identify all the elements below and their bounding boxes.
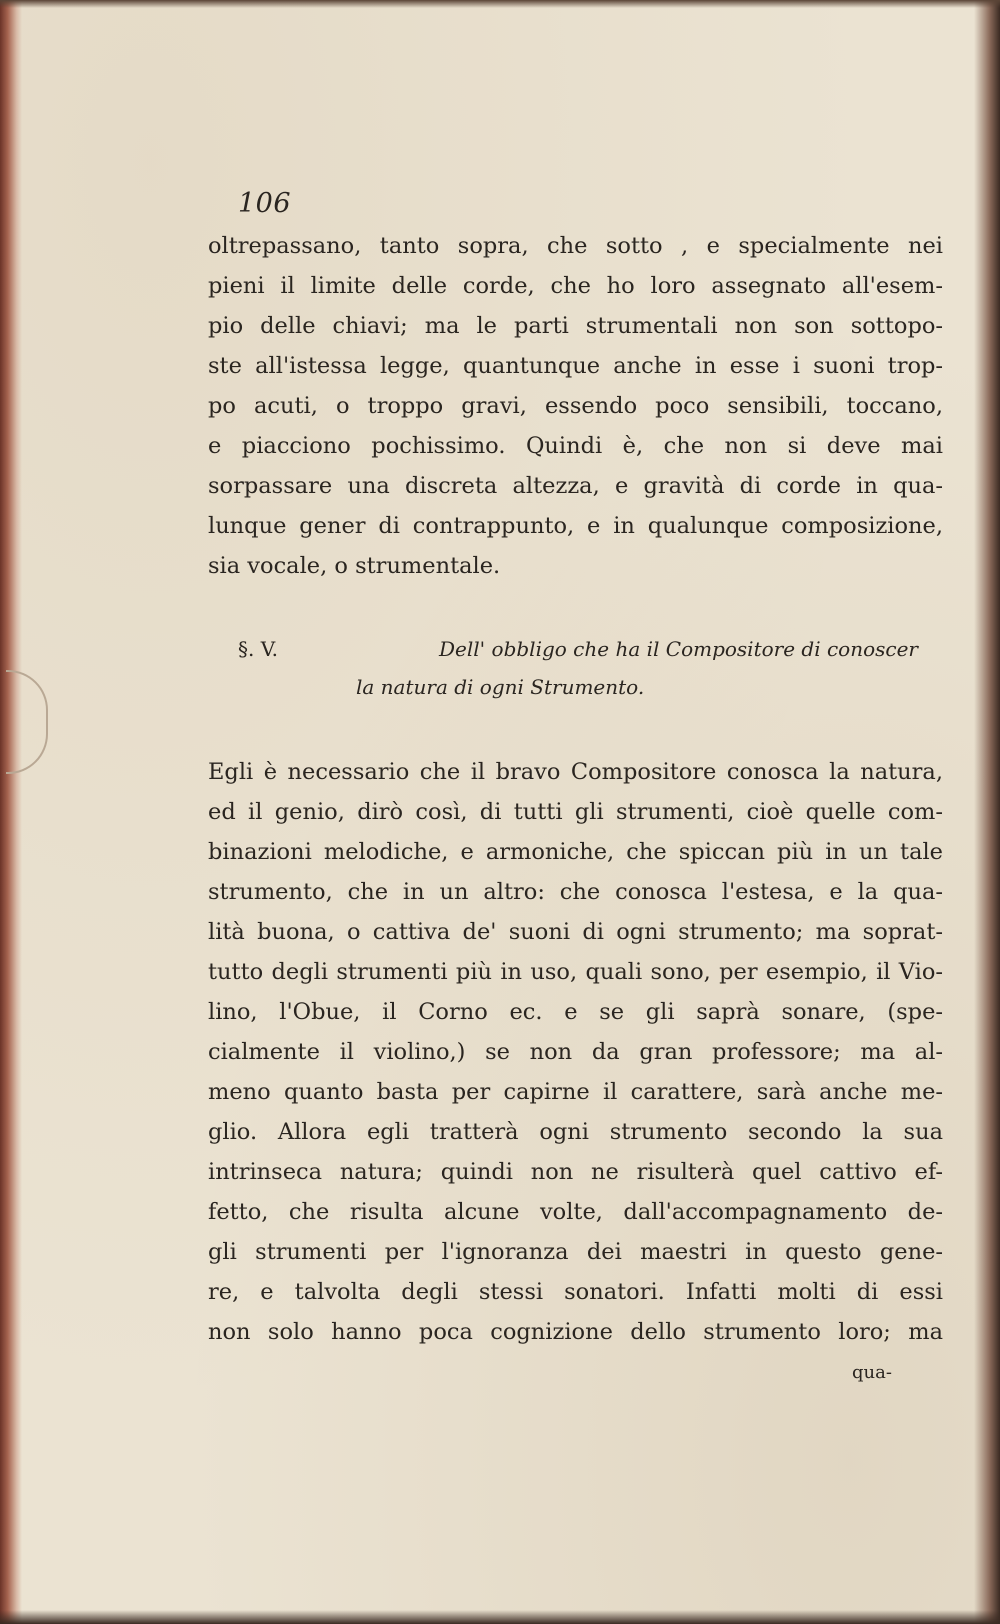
- text-line: non solo hanno poca cognizione dello strumento loro; ma: [208, 1319, 943, 1345]
- text-line: Egli è necessario che il bravo Compositore conosca la natura,: [208, 759, 943, 785]
- text-line: strumento, che in un altro: che conosca l'estesa, e la qua-: [208, 879, 943, 905]
- left-binding-edge: [0, 0, 22, 1624]
- section-heading-line-1: [238, 630, 918, 668]
- text-line: fetto, che risulta alcune volte, dall'accompagnamento de-: [208, 1199, 943, 1225]
- paragraph-2: [208, 752, 943, 1352]
- section-heading: [238, 630, 918, 706]
- paragraph-1: [208, 226, 943, 586]
- text-line: oltrepassano, tanto sopra, che sotto , e specialmente nei: [208, 233, 943, 259]
- text-line: lità buona, o cattiva de' suoni di ogni strumento; ma soprat-: [208, 919, 943, 945]
- page-number: 106: [238, 188, 292, 219]
- bottom-page-edge: [0, 1610, 1000, 1624]
- text-line: tutto degli strumenti più in uso, quali sono, per esempio, il Vio-: [208, 959, 943, 985]
- text-line: sorpassare una discreta altezza, e gravità di corde in qua-: [208, 473, 943, 499]
- text-line: binazioni melodiche, e armoniche, che spiccan più in un tale: [208, 839, 943, 865]
- top-page-edge: [0, 0, 1000, 8]
- text-line: lunque gener di contrappunto, e in qualunque composizione,: [208, 513, 943, 539]
- text-line: glio. Allora egli tratterà ogni strumento secondo la sua: [208, 1119, 943, 1145]
- text-line: pieni il limite delle corde, che ho loro assegnato all'esem-: [208, 273, 943, 299]
- text-line: lino, l'Obue, il Corno ec. e se gli saprà sonare, (spe-: [208, 999, 943, 1025]
- text-line: e piacciono pochissimo. Quindi è, che non si deve mai: [208, 433, 943, 459]
- section-title-line-2: la natura di ogni Strumento.: [356, 675, 645, 699]
- text-line: meno quanto basta per capirne il carattere, sarà anche me-: [208, 1079, 943, 1105]
- section-title-line-1: Dell' obbligo che ha il Compositore di conoscer: [439, 637, 918, 661]
- text-line: po acuti, o troppo gravi, essendo poco sensibili, toccano,: [208, 393, 943, 419]
- text-line: pio delle chiavi; ma le parti strumentali non son sottopo-: [208, 313, 943, 339]
- section-mark: §. V.: [238, 637, 279, 661]
- text-line: gli strumenti per l'ignoranza dei maestri in questo gene-: [208, 1239, 943, 1265]
- text-line: ste all'istessa legge, quantunque anche in esse i suoni trop-: [208, 353, 943, 379]
- right-binding-edge: [974, 0, 1000, 1624]
- text-line: sia vocale, o strumentale.: [208, 553, 501, 579]
- text-line: ed il genio, dirò così, di tutti gli strumenti, cioè quelle com-: [208, 799, 943, 825]
- catchword: qua-: [852, 1362, 892, 1383]
- binding-clasp-mark: [6, 670, 48, 774]
- text-line: intrinseca natura; quindi non ne risulterà quel cattivo ef-: [208, 1159, 943, 1185]
- text-line: re, e talvolta degli stessi sonatori. Infatti molti di essi: [208, 1279, 943, 1305]
- text-line: cialmente il violino,) se non da gran professore; ma al-: [208, 1039, 943, 1065]
